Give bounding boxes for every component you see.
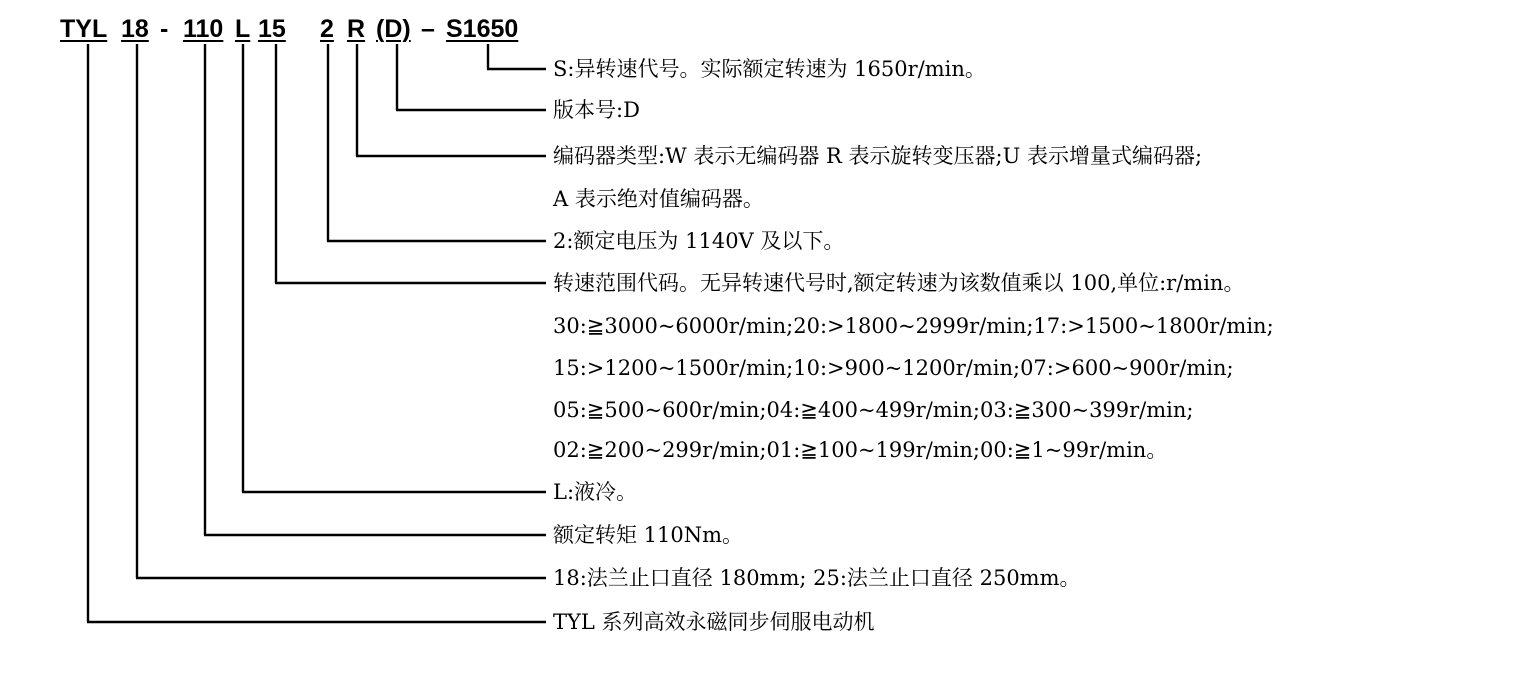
desc-speed-range-line-4: 05:≧500~600r/min;04:≧400~499r/min;03:≧300~399r/min; xyxy=(553,398,1194,422)
desc-torque: 额定转矩 110Nm。 xyxy=(553,523,744,547)
desc-special-speed: S:异转速代号。实际额定转速为 1650r/min。 xyxy=(553,57,986,81)
code-dash-1: - xyxy=(160,15,169,43)
desc-cooling: L:液冷。 xyxy=(553,480,638,504)
desc-encoder-line-2: A 表示绝对值编码器。 xyxy=(553,187,764,211)
code-speed-range: 15 xyxy=(258,15,286,43)
code-special-speed: S1650 xyxy=(446,15,519,43)
code-dash-2: – xyxy=(421,15,435,43)
desc-speed-range-line-2: 30:≧3000~6000r/min;20:>1800~2999r/min;17:>1500~1800r/min; xyxy=(553,314,1274,338)
code-version: (D) xyxy=(376,15,411,43)
desc-version: 版本号:D xyxy=(553,98,640,122)
desc-speed-range-line-1: 转速范围代码。无异转速代号时,额定转速为该数值乘以 100,单位:r/min。 xyxy=(553,271,1245,295)
desc-flange: 18:法兰止口直径 180mm; 25:法兰止口直径 250mm。 xyxy=(553,566,1081,590)
code-voltage: 2 xyxy=(320,15,334,43)
code-encoder: R xyxy=(347,15,366,43)
code-torque: 110 xyxy=(183,15,224,43)
desc-series: TYL 系列高效永磁同步伺服电动机 xyxy=(553,610,875,634)
desc-speed-range-line-5: 02:≧200~299r/min;01:≧100~199r/min;00:≧1~99r/min。 xyxy=(553,438,1168,462)
desc-voltage: 2:额定电压为 1140V 及以下。 xyxy=(553,229,845,253)
desc-encoder-line-1: 编码器类型:W 表示无编码器 R 表示旋转变压器;U 表示增量式编码器; xyxy=(553,144,1203,168)
code-cooling: L xyxy=(235,15,251,43)
code-series: TYL xyxy=(60,15,108,43)
desc-speed-range-line-3: 15:>1200~1500r/min;10:>900~1200r/min;07:>600~900r/min; xyxy=(553,356,1234,380)
code-flange: 18 xyxy=(121,15,149,43)
